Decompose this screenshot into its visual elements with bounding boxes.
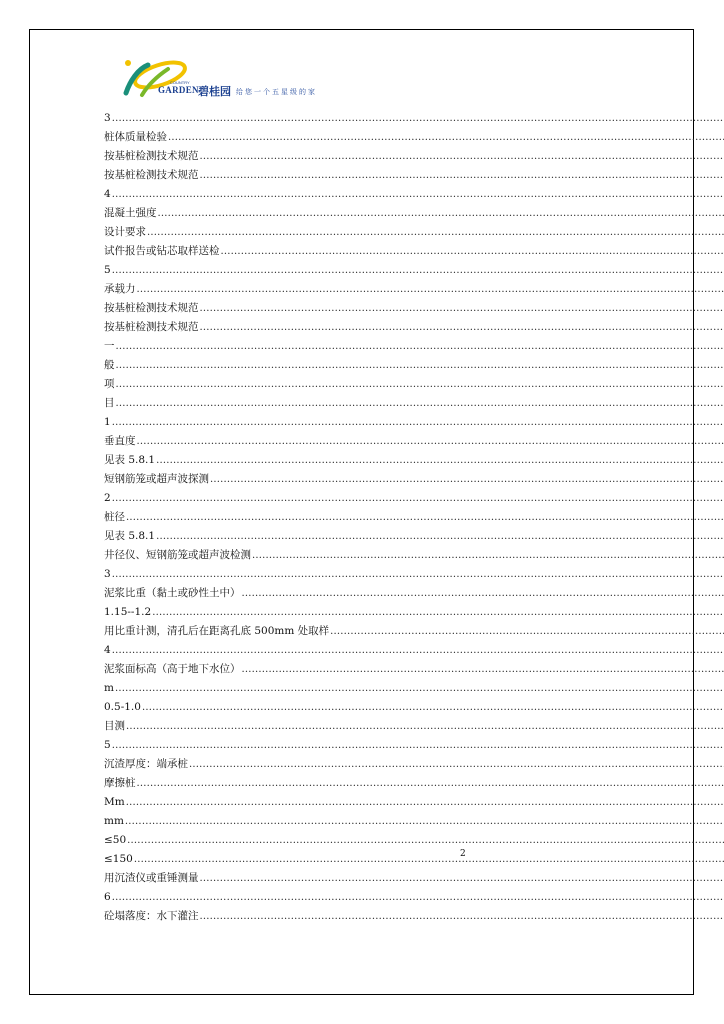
toc-line	[104, 603, 724, 622]
toc-line	[104, 356, 724, 375]
toc-line	[104, 299, 724, 318]
toc-line	[104, 432, 724, 451]
toc-line	[104, 375, 724, 394]
toc-line-text: 5	[104, 739, 111, 751]
toc-line-text: 泥浆比重（黏土或砂性土中）	[104, 587, 241, 599]
toc-line-text: 见表 5.8.1	[104, 530, 156, 542]
toc-line	[104, 546, 724, 565]
toc-line-text: 2	[104, 492, 111, 504]
toc-line-text: 按基桩检测技术规范	[104, 321, 199, 333]
toc-line	[104, 774, 724, 793]
toc-line	[104, 755, 724, 774]
toc-line	[104, 261, 724, 280]
toc-line	[104, 451, 724, 470]
logo-cn-name: 碧桂园	[198, 85, 231, 98]
toc-line-text: 用沉渣仪或重锤测量	[104, 872, 199, 884]
toc-line	[104, 812, 724, 831]
toc-line	[104, 147, 724, 166]
toc-line-text: 试件报告或钻芯取样送检	[104, 245, 220, 257]
toc-line-text: 泥浆面标高（高于地下水位）	[104, 663, 241, 675]
toc-line-text: m	[104, 682, 114, 694]
toc-line	[104, 698, 724, 717]
toc-line	[104, 204, 724, 223]
toc-line	[104, 679, 724, 698]
toc-line-text: 1.15--1.2	[104, 606, 152, 618]
toc-line-text: ≤150	[104, 853, 133, 865]
toc-line-text: 目	[104, 397, 115, 409]
toc-line	[104, 166, 724, 185]
toc-line-text: 见表 5.8.1	[104, 454, 156, 466]
toc-line	[104, 641, 724, 660]
toc-line-text: 桩径	[104, 511, 125, 523]
toc-line	[104, 660, 724, 679]
toc-line	[104, 831, 724, 850]
toc-line	[104, 242, 724, 261]
toc-line-text: 般	[104, 359, 115, 371]
toc-line	[104, 508, 724, 527]
toc-line-text: 垂直度	[104, 435, 136, 447]
toc-line-text: 沉渣厚度：端承桩	[104, 758, 188, 770]
toc-line-text: mm	[104, 815, 124, 827]
toc-line	[104, 869, 724, 888]
toc-line-text: 4	[104, 644, 111, 656]
toc-line-text: ≤50	[104, 834, 127, 846]
toc-line	[104, 850, 724, 869]
toc-line-text: 混凝土强度	[104, 207, 157, 219]
toc-line-text: 3	[104, 112, 111, 124]
toc-line	[104, 717, 724, 736]
toc-line	[104, 128, 724, 147]
toc-line-text: 桩体质量检验	[104, 131, 167, 143]
toc-line-text: 项	[104, 378, 115, 390]
toc-line	[104, 337, 724, 356]
logo-en-small: COUNTRY	[170, 80, 190, 85]
toc-line-text: 摩擦桩	[104, 777, 136, 789]
toc-line-text: 3	[104, 568, 111, 580]
logo-slogan: 给您一个五星级的家	[236, 88, 317, 96]
toc-line	[104, 223, 724, 242]
toc-line-text: 按基桩检测技术规范	[104, 169, 199, 181]
toc-line	[104, 736, 724, 755]
toc-line-text: 承载力	[104, 283, 136, 295]
toc-line	[104, 527, 724, 546]
toc-line-text: 按基桩检测技术规范	[104, 150, 199, 162]
logo-en-name: GARDEN	[158, 85, 199, 95]
toc-line-text: 砼塌落度：水下灌注	[104, 910, 199, 922]
toc-line-text: 目测	[104, 720, 125, 732]
toc-line	[104, 185, 724, 204]
toc-line-text: 井径仪、短钢筋笼或超声波检测	[104, 549, 251, 561]
toc-line	[104, 907, 724, 926]
country-garden-logo	[118, 55, 338, 105]
toc-line	[104, 413, 724, 432]
toc-line	[104, 888, 724, 907]
toc-line-text: 0.5-1.0	[104, 701, 141, 713]
toc-line	[104, 109, 724, 128]
toc-line-text: 按基桩检测技术规范	[104, 302, 199, 314]
toc-line-text: 设计要求	[104, 226, 146, 238]
toc-line	[104, 584, 724, 603]
toc-line-text: 4	[104, 188, 111, 200]
toc-line-text: 用比重计测，清孔后在距离孔底 500mm 处取样	[104, 625, 330, 637]
toc-line-text: 5	[104, 264, 111, 276]
toc-line	[104, 622, 724, 641]
toc-line	[104, 565, 724, 584]
toc-line	[104, 394, 724, 413]
toc-list	[104, 109, 724, 926]
page-number: 2	[460, 849, 466, 859]
toc-line-text: 一	[104, 340, 115, 352]
toc-line	[104, 280, 724, 299]
toc-line-text: 1	[104, 416, 111, 428]
toc-line-text: 短钢筋笼或超声波探测	[104, 473, 209, 485]
toc-line-text: 6	[104, 891, 111, 903]
toc-line	[104, 489, 724, 508]
toc-line-text: Mm	[104, 796, 125, 808]
toc-line	[104, 470, 724, 489]
toc-line	[104, 318, 724, 337]
toc-line	[104, 793, 724, 812]
